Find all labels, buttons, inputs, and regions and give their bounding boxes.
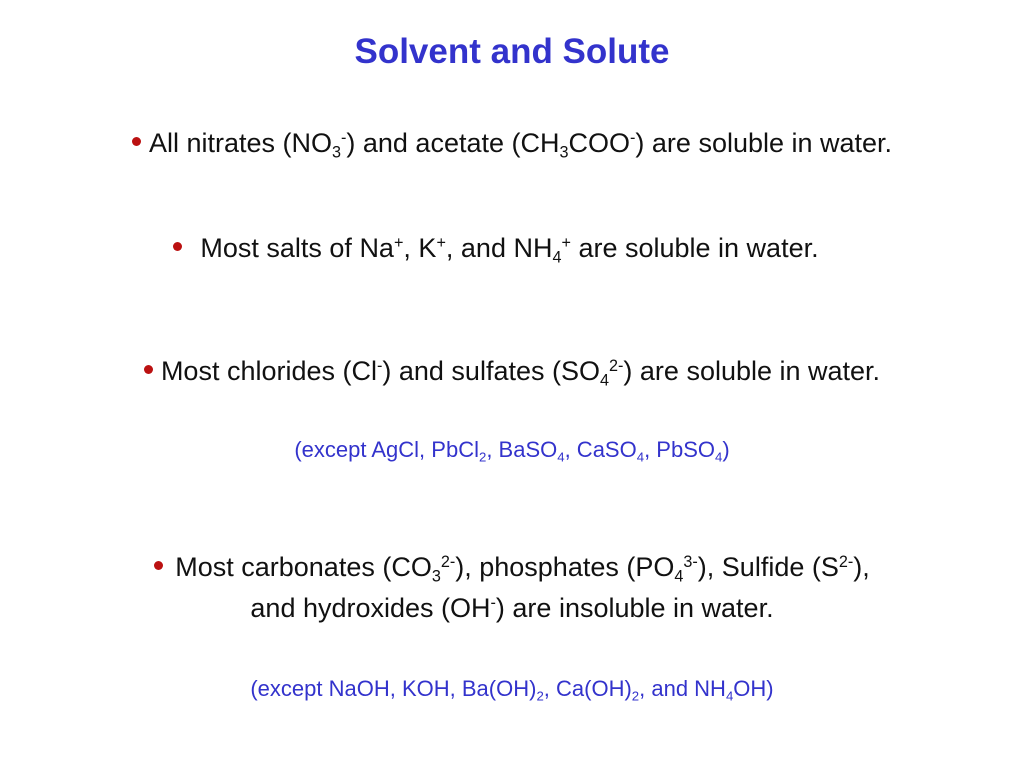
subscript: 4 xyxy=(714,449,723,465)
text: ) are insoluble in water. xyxy=(495,593,774,623)
superscript: - xyxy=(630,129,636,148)
subscript: 4 xyxy=(674,567,684,586)
superscript: - xyxy=(377,357,383,376)
text: ) are soluble in water. xyxy=(635,128,893,158)
text: ) and sulfates (SO xyxy=(382,356,600,386)
subscript: 3 xyxy=(331,143,341,162)
text: , and NH xyxy=(639,676,726,701)
superscript: + xyxy=(436,234,446,253)
text: , BaSO xyxy=(486,437,558,462)
superscript: - xyxy=(490,594,496,613)
subscript: 4 xyxy=(557,449,565,465)
subscript: 3 xyxy=(431,567,441,586)
text: are soluble in water. xyxy=(570,233,819,263)
subscript: 2 xyxy=(536,688,544,704)
subscript: 2 xyxy=(631,688,640,704)
text: , Ca(OH) xyxy=(543,676,632,701)
text: ), phosphates (PO xyxy=(455,552,675,582)
bullet-nitrates xyxy=(0,128,1024,162)
text: OH) xyxy=(733,676,774,701)
text: (except NaOH, KOH, Ba(OH) xyxy=(250,676,537,701)
subscript: 4 xyxy=(725,688,734,704)
text: , and NH xyxy=(445,233,553,263)
note-hydroxides-exceptions xyxy=(0,676,1024,704)
bullet-salts xyxy=(0,233,1008,267)
bullet-dot-icon xyxy=(132,137,141,146)
superscript: 2- xyxy=(609,357,624,376)
superscript: - xyxy=(341,129,347,148)
superscript: + xyxy=(561,234,571,253)
bullet-carbonates-line2 xyxy=(0,593,1024,624)
text: All nitrates (NO xyxy=(148,128,332,158)
text: Most chlorides (Cl xyxy=(160,356,377,386)
bullet-dot-icon xyxy=(173,242,182,251)
note-chlorides-exceptions xyxy=(0,437,1024,465)
text: Most carbonates (CO xyxy=(175,552,432,582)
text: , CaSO xyxy=(564,437,637,462)
subscript: 4 xyxy=(636,449,645,465)
text: Most salts of Na xyxy=(200,233,394,263)
text: COO xyxy=(568,128,631,158)
subscript: 4 xyxy=(600,371,610,390)
text: ) and acetate (CH xyxy=(346,128,560,158)
superscript: + xyxy=(393,234,404,253)
slide-title: Solvent and Solute xyxy=(354,32,670,71)
text: , PbSO xyxy=(644,437,715,462)
bullet-dot-icon xyxy=(154,561,163,570)
subscript: 2 xyxy=(478,449,487,465)
bullet-chlorides xyxy=(0,356,1024,390)
subscript: 4 xyxy=(552,248,562,267)
text: ) are soluble in water. xyxy=(623,356,881,386)
text: ), xyxy=(853,552,870,582)
superscript: 2- xyxy=(838,553,854,572)
superscript: 2- xyxy=(440,553,456,572)
text: (except AgCl, PbCl xyxy=(294,437,479,462)
subscript: 3 xyxy=(559,143,569,162)
superscript: 3- xyxy=(683,553,698,572)
text: and hydroxides (OH xyxy=(250,593,491,623)
text: , K xyxy=(403,233,437,263)
bullet-carbonates xyxy=(0,552,1024,586)
text: ) xyxy=(722,437,730,462)
text: ), Sulfide (S xyxy=(697,552,839,582)
bullet-dot-icon xyxy=(144,365,153,374)
